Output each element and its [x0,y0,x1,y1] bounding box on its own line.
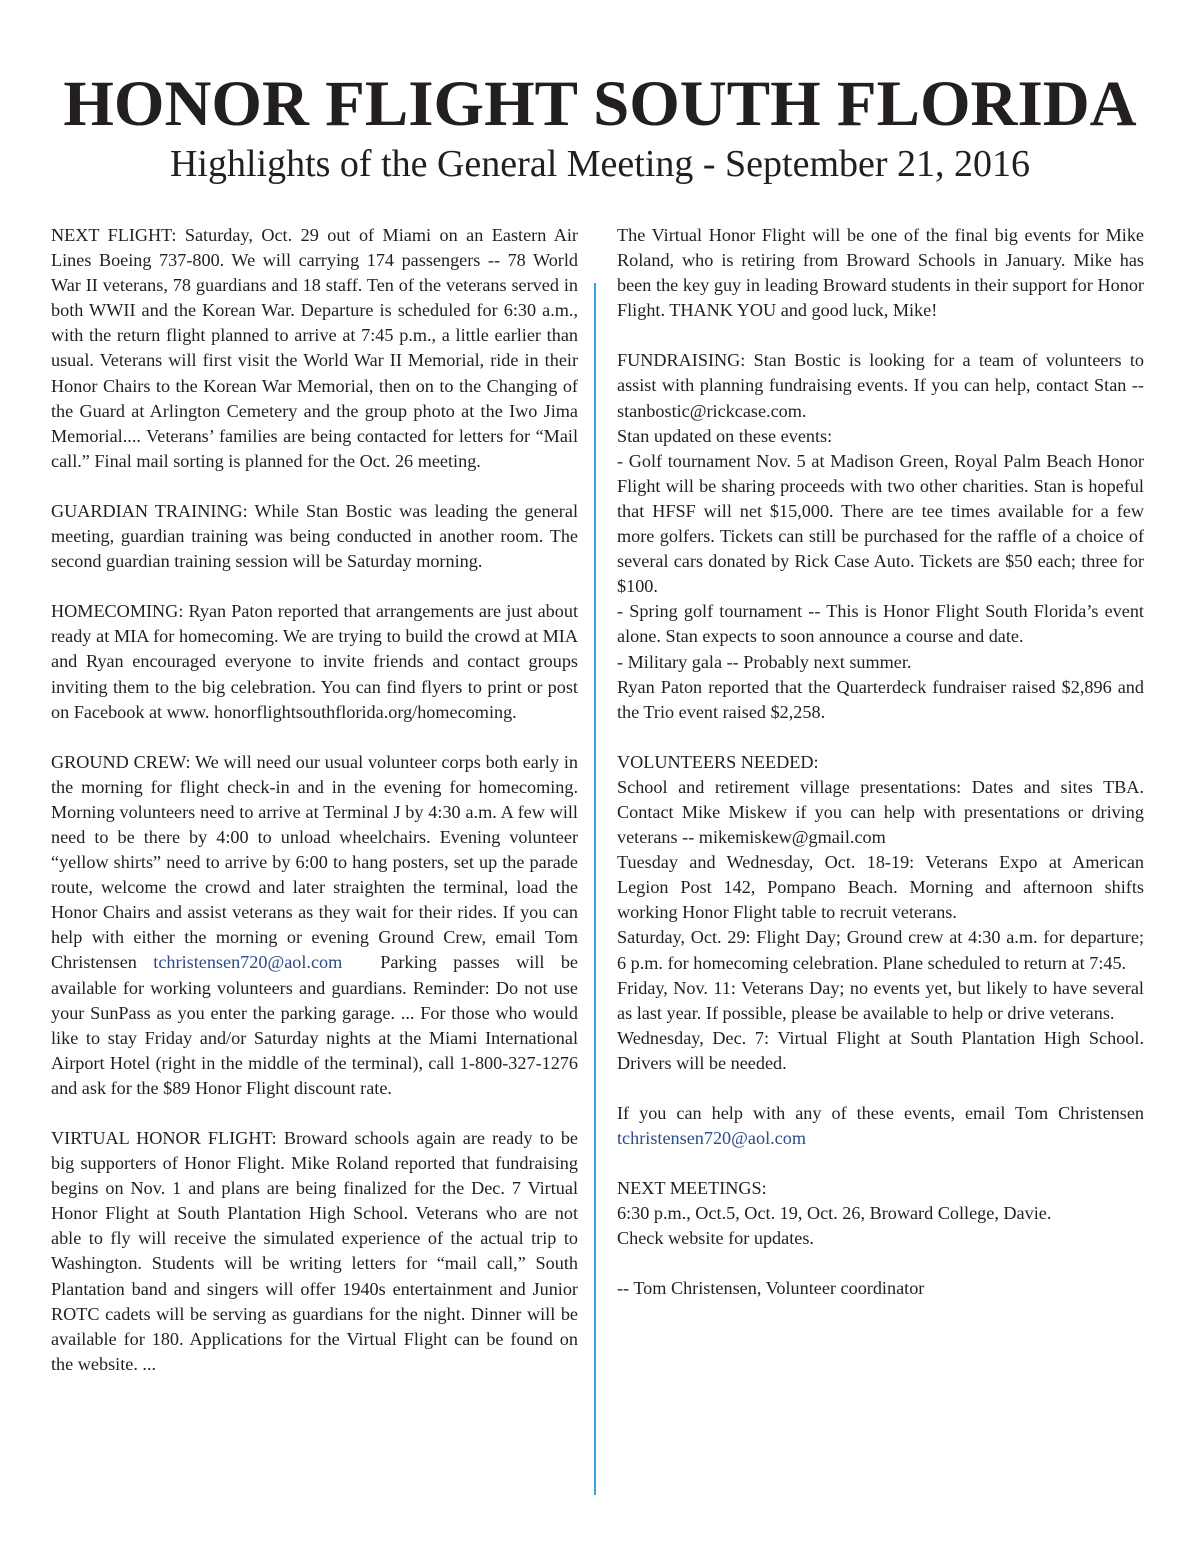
volunteers-item-expo: Tuesday and Wednesday, Oct. 18-19: Veterans Expo at American Legion Post 142, Pompano Beach. Morning and afternoon shifts working Honor Flight table to recruit veterans. [617,852,1144,923]
fundraising-gala-item: - Military gala -- Probably next summer. [617,651,912,672]
ground-crew-email-link[interactable]: tchristensen720@aol.com [153,952,343,973]
help-paragraph [617,1101,1144,1151]
fundraising-spring-golf-item: - Spring golf tournament -- This is Honor Flight South Florida’s event alone. Stan expects to soon announce a course and date. [617,601,1144,647]
meetings-section [617,1176,1144,1251]
meetings-dates: 6:30 p.m., Oct.5, Oct. 19, Oct. 26, Broward College, Davie. [617,1203,1052,1224]
virtual-honor-flight-paragraph: VIRTUAL HONOR FLIGHT: Broward schools again are ready to be big supporters of Honor Flight. Mike Roland reported that fundraising begins on Nov. 1 and plans are being finalized for the Dec. 7 Virtual Honor Flight at South Plantation High School. Veterans who are not able to fly will receive the simulated experience of the actual trip to Washington. Students will be writing letters for “mail call,” South Plantation band and singers will offer 1940s entertainment and Junior ROTC cadets will be serving as guardians for the night. Dinner will be available for 180. Applications for the Virtual Flight can be found on the website. ... [51,1128,578,1374]
page-subtitle: Highlights of the General Meeting - September 21, 2016 [169,143,1031,185]
ground-crew-text-cont: Parking passes will be available for working volunteers and guardians. Reminder: Do not use your SunPass as you enter the parking garage. ... For those who would like to stay Friday and/or Saturday nights at the Miami International Airport Hotel (right in the middle of the terminal), call 1-800-327-1276 and ask for the $89 Honor Flight discount rate. [51,952,578,1098]
fundraising-updates-label: Stan updated on these events: [617,425,833,446]
left-column [51,223,578,1402]
homecoming-paragraph: HOMECOMING: Ryan Paton reported that arrangements are just about ready at MIA for homecoming. We are trying to build the crowd at MIA and Ryan encouraged everyone to invite friends and contact groups inviting them to the big celebration. You can find flyers to print or post on Facebook at www. honorflightsouthflorida.org/homecoming. [51,601,578,722]
volunteers-item-veterans-day: Friday, Nov. 11: Veterans Day; no events yet, but likely to have several as last year. If possible, please be available to help or drive veterans. [617,977,1144,1023]
virtual-cont-paragraph: The Virtual Honor Flight will be one of the final big events for Mike Roland, who is retiring from Broward Schools in January. Mike has been the key guy in leading Broward students in their support for Honor Flight. THANK YOU and good luck, Mike! [617,225,1144,321]
ground-crew-text: GROUND CREW: We will need our usual volunteer corps both early in the morning for flight check-in and in the evening for homecoming. Morning volunteers need to arrive at Terminal J by 4:30 a.m. A few will need to be there by 4:00 to unload wheelchairs. Evening volunteer “yellow shirts” need to arrive by 6:00 to hang posters, set up the parade route, welcome the crowd and later straighten the terminal, load the Honor Chairs and assist veterans as they wait for their rides. If you can help with either the morning or evening Ground Crew, email Tom Christensen [51,751,578,973]
help-text: If you can help with any of these events, email Tom Christensen [617,1103,1144,1123]
meetings-heading: NEXT MEETINGS: [617,1178,767,1199]
page-title: HONOR FLIGHT SOUTH FLORIDA [63,68,1137,140]
volunteers-heading: VOLUNTEERS NEEDED: [617,751,819,772]
volunteers-item-virtual-flight: Wednesday, Dec. 7: Virtual Flight at South Plantation High School. Drivers will be needed. [617,1027,1144,1073]
volunteers-item-flight-day: Saturday, Oct. 29: Flight Day; Ground crew at 4:30 a.m. for departure; 6 p.m. for homecoming celebration. Plane scheduled to return at 7:45. [617,927,1144,973]
fundraising-results: Ryan Paton reported that the Quarterdeck fundraiser raised $2,896 and the Trio event raised $2,258. [617,676,1144,722]
fundraising-section [617,348,1144,724]
fundraising-golf-item: - Golf tournament Nov. 5 at Madison Green, Royal Palm Beach Honor Flight will be sharing proceeds with two other charities. Stan is hopeful that HFSF will net $15,000. There are tee times available for a few more golfers. Tickets can still be purchased for the raffle of a choice of several cars donated by Rick Case Auto. Tickets are $50 each; three for $100. [617,450,1144,597]
fundraising-intro: FUNDRAISING: Stan Bostic is looking for a team of volunteers to assist with planning fundraising events. If you can help, contact Stan -- stanbostic@rickcase.com. [617,350,1144,421]
volunteers-section [617,750,1144,1076]
guardian-training-paragraph: GUARDIAN TRAINING: While Stan Bostic was leading the general meeting, guardian training was being conducted in another room. The second guardian training session will be Saturday morning. [51,500,578,572]
next-flight-paragraph: NEXT FLIGHT: Saturday, Oct. 29 out of Miami on an Eastern Air Lines Boeing 737-800. We will carrying 174 passengers -- 78 World War II veterans, 78 guardians and 18 staff. Ten of the veterans served in both WWII and the Korean War. Departure is scheduled for 6:30 a.m., with the return flight planned to arrive at 7:45 p.m., a little earlier than usual. Veterans will first visit the World War II Memorial, ride in their Honor Chairs to the Korean War Memorial, then on to the Changing of the Guard at Arlington Cemetery and the group photo at the Iwo Jima Memorial.... Veterans’ families are being contacted for letters for “Mail call.” Final mail sorting is planned for the Oct. 26 meeting. [51,225,578,471]
signature: -- Tom Christensen, Volunteer coordinator [617,1278,925,1299]
volunteers-item-presentations: School and retirement village presentations: Dates and sites TBA. Contact Mike Miskew if you can help with presentations or driving veterans -- mikemiskew@gmail.com [617,776,1144,848]
column-divider [594,283,596,1495]
meetings-website-note: Check website for updates. [617,1228,814,1249]
right-column [617,223,1144,1327]
ground-crew-paragraph [51,750,578,1101]
help-email-link[interactable]: tchristensen720@aol.com [617,1128,806,1149]
